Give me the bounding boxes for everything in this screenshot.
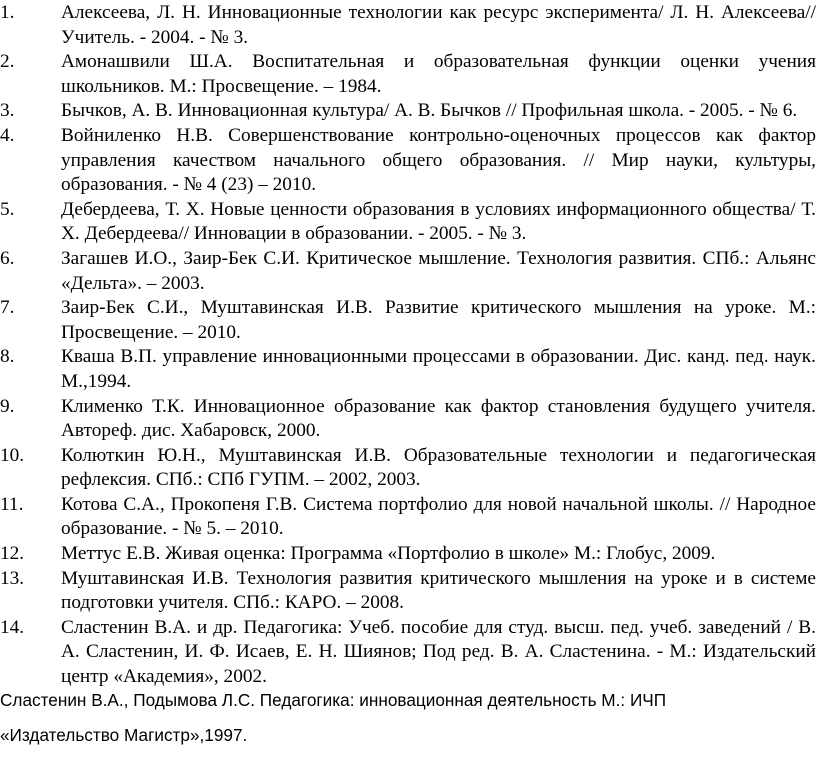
reference-text: Меттус Е.В. Живая оценка: Программа «Портфолио в школе» М.: Глобус, 2009. (61, 543, 716, 565)
reference-item (0, 542, 816, 567)
reference-text: Алексеева, Л. Н. Инновационные технологии как ресурс эксперимента/ Л. Н. Алексеева// Учитель. - 2004. - № 3. (61, 2, 816, 48)
reference-number: 1. (0, 2, 15, 23)
reference-item (0, 567, 816, 616)
reference-number: 5. (0, 198, 15, 220)
reference-item (0, 444, 816, 493)
reference-text: Бычков, А. В. Инновационная культура/ А. В. Бычков // Профильная школа. - 2005. - № 6. (61, 100, 798, 122)
reference-item (0, 50, 816, 99)
reference-text: Загашев И.О., Заир-Бек С.И. Критическое мышление. Технология развития. СПб.: Альянс «Дельта». – 2003. (61, 247, 816, 294)
reference-number: 6. (0, 247, 15, 269)
reference-text: Сластенин В.А. и др. Педагогика: Учеб. пособие для студ. высш. пед. учеб. заведений / В. А. Сластенин, И. Ф. Исаев, Е. Н. Шиянов; Под ред. В. А. Сластенина. - М.: Издательский центр «Академия», 2002. (61, 616, 816, 688)
reference-item (0, 247, 816, 296)
reference-text: Дебердеева, Т. Х. Новые ценности образования в условиях информационного общества/ Т. Х. Дебердеева// Инновации в образовании. - 2005. - № 3. (61, 198, 816, 245)
reference-text: Амонашвили Ш.А. Воспитательная и образовательная функции оценки учения школьников. М.: Просвещение. – 1984. (61, 51, 816, 97)
reference-item (0, 198, 816, 247)
reference-number: 9. (0, 395, 15, 417)
reference-number: 8. (0, 346, 15, 368)
reference-list (0, 1, 816, 690)
reference-text: Кваша В.П. управление инновационными процессами в образовании. Дис. канд. пед. наук. М.,1994. (61, 346, 816, 392)
reference-item (0, 493, 816, 542)
reference-item (0, 99, 816, 124)
reference-number: 4. (0, 124, 15, 146)
extra-reference-line-1: Сластенин В.А., Подымова Л.С. Педагогика: инновационная деятельность М.: ИЧП (0, 690, 667, 710)
reference-item (0, 616, 816, 690)
reference-item (0, 1, 816, 50)
reference-number: 13. (0, 567, 25, 589)
reference-number: 7. (0, 297, 15, 319)
reference-text: Колюткин Ю.Н., Муштавинская И.В. Образовательные технологии и педагогическая рефлексия. СПб.: СПб ГУПМ. – 2002, 2003. (61, 444, 816, 491)
reference-text: Муштавинская И.В. Технология развития критического мышления на уроке и в системе подготовки учителя. СПб.: КАРО. – 2008. (61, 567, 816, 614)
reference-number: 3. (0, 100, 15, 122)
reference-text: Заир-Бек С.И., Муштавинская И.В. Развитие критического мышления на уроке. М.: Просвещение. – 2010. (61, 297, 816, 343)
reference-number: 2. (0, 51, 15, 73)
extra-reference-line-2: «Издательство Магистр»,1997. (0, 725, 248, 745)
reference-item (0, 345, 816, 394)
reference-item (0, 395, 816, 444)
reference-number: 12. (0, 543, 25, 565)
reference-number: 11. (0, 493, 24, 515)
reference-item (0, 296, 816, 345)
reference-text: Клименко Т.К. Инновационное образование как фактор становления будущего учителя. Автореф. дис. Хабаровск, 2000. (61, 395, 816, 442)
reference-text: Котова С.А., Прокопеня Г.В. Система портфолио для новой начальной школы. // Народное образование. - № 5. – 2010. (61, 493, 816, 540)
reference-text: Войниленко Н.В. Совершенствование контрольно-оценочных процессов как фактор управления качеством начального общего образования. // Мир науки, культуры, образования. - № 4 (23) – 2010. (61, 124, 816, 196)
reference-item (0, 124, 816, 198)
reference-number: 10. (0, 444, 25, 466)
reference-number: 14. (0, 616, 25, 638)
